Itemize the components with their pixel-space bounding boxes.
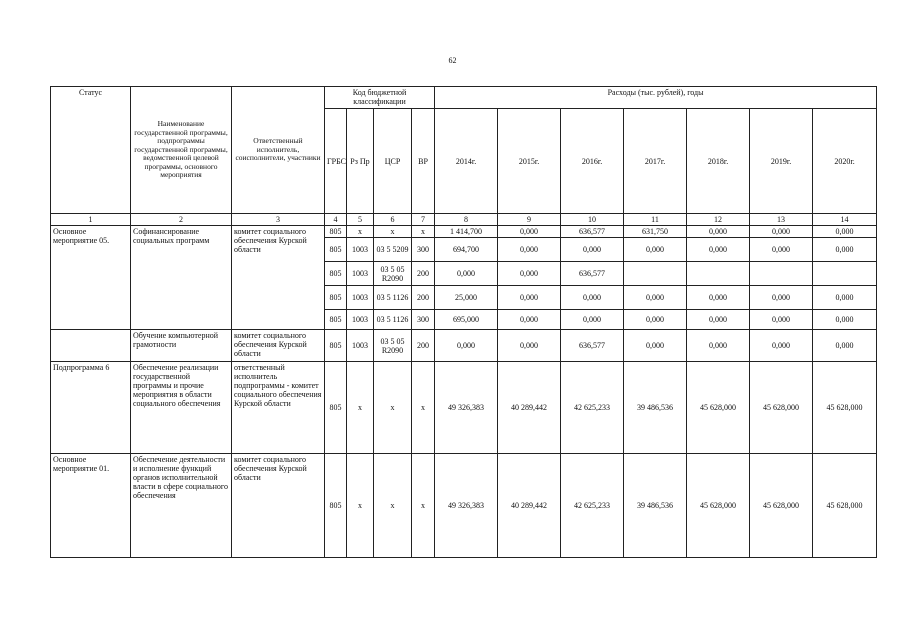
cell-rz: 1003 — [347, 238, 374, 262]
cell-grbs: 805 — [325, 330, 347, 362]
cell-value: 0,000 — [813, 238, 877, 262]
cell-csr: 03 5 1126 — [374, 310, 412, 330]
table-row — [51, 362, 877, 454]
cell-grbs: 805 — [325, 238, 347, 262]
cell-value: 0,000 — [498, 286, 561, 310]
cell-value: 0,000 — [687, 238, 750, 262]
cell-vr: 200 — [412, 330, 435, 362]
cell-value: 0,000 — [687, 330, 750, 362]
cell-grbs: 805 — [325, 454, 347, 558]
column-number: 8 — [435, 214, 498, 226]
cell-rz: 1003 — [347, 286, 374, 310]
row-status: Основное мероприятие 01. — [51, 454, 131, 558]
cell-value: 42 625,233 — [561, 454, 624, 558]
cell-vr: 300 — [412, 238, 435, 262]
cell-value — [750, 262, 813, 286]
cell-vr: 200 — [412, 286, 435, 310]
header-expenses: Расходы (тыс. рублей), годы — [435, 87, 877, 109]
cell-value: 45 628,000 — [687, 454, 750, 558]
column-number: 10 — [561, 214, 624, 226]
table-row — [51, 454, 877, 558]
cell-value: 45 628,000 — [750, 362, 813, 454]
header-code-group: Код бюджетной классификации — [325, 87, 435, 109]
cell-value — [687, 262, 750, 286]
cell-grbs: 805 — [325, 262, 347, 286]
cell-rz: 1003 — [347, 330, 374, 362]
cell-value: 636,577 — [561, 330, 624, 362]
table-row — [51, 226, 877, 238]
cell-value: 0,000 — [624, 330, 687, 362]
cell-value: 49 326,383 — [435, 362, 498, 454]
header-year: 2014г. — [435, 109, 498, 214]
column-number: 13 — [750, 214, 813, 226]
cell-rz: х — [347, 362, 374, 454]
row-name: Обучение компьютерной грамотности — [131, 330, 232, 362]
column-number: 14 — [813, 214, 877, 226]
row-name: Софинансирование социальных программ — [131, 226, 232, 330]
page-number: 62 — [448, 56, 457, 65]
cell-value: 636,577 — [561, 226, 624, 238]
cell-rz: 1003 — [347, 262, 374, 286]
row-status: Подпрограмма 6 — [51, 362, 131, 454]
cell-csr: 03 5 5209 — [374, 238, 412, 262]
cell-value — [624, 262, 687, 286]
cell-value: 695,000 — [435, 310, 498, 330]
header-csr: ЦСР — [374, 109, 412, 214]
cell-value: 45 628,000 — [687, 362, 750, 454]
cell-csr: 03 5 05 R2090 — [374, 330, 412, 362]
header-status: Статус — [51, 87, 131, 214]
cell-value: 0,000 — [435, 330, 498, 362]
header-rz: Рз Пр — [347, 109, 374, 214]
cell-value: 0,000 — [498, 238, 561, 262]
column-number: 7 — [412, 214, 435, 226]
header-year: 2019г. — [750, 109, 813, 214]
cell-value: 45 628,000 — [813, 454, 877, 558]
cell-value: 0,000 — [498, 262, 561, 286]
column-number: 2 — [131, 214, 232, 226]
header-year: 2018г. — [687, 109, 750, 214]
cell-value: 0,000 — [561, 310, 624, 330]
header-grbs: ГРБС — [325, 109, 347, 214]
cell-value: 0,000 — [498, 226, 561, 238]
cell-value: 0,000 — [561, 286, 624, 310]
row-responsible: ответственный исполнитель подпрограммы - комитет социального обеспечения Курской области — [232, 362, 325, 454]
cell-value: 0,000 — [750, 238, 813, 262]
cell-value: 0,000 — [750, 330, 813, 362]
column-numbers-row — [51, 214, 877, 226]
header-vr: ВР — [412, 109, 435, 214]
column-number: 9 — [498, 214, 561, 226]
cell-vr: х — [412, 226, 435, 238]
cell-value: 694,700 — [435, 238, 498, 262]
header-row — [51, 87, 877, 109]
cell-value: 25,000 — [435, 286, 498, 310]
cell-value: 39 486,536 — [624, 362, 687, 454]
header-responsible: Ответственный исполнитель, соисполнители, участники — [232, 87, 325, 214]
cell-vr: х — [412, 362, 435, 454]
cell-value: 49 326,383 — [435, 454, 498, 558]
cell-value: 0,000 — [813, 226, 877, 238]
cell-grbs: 805 — [325, 310, 347, 330]
header-year: 2015г. — [498, 109, 561, 214]
cell-vr: х — [412, 454, 435, 558]
column-number: 1 — [51, 214, 131, 226]
cell-value: 0,000 — [435, 262, 498, 286]
cell-value: 0,000 — [498, 310, 561, 330]
column-number: 5 — [347, 214, 374, 226]
cell-value: 0,000 — [750, 310, 813, 330]
header-year: 2020г. — [813, 109, 877, 214]
cell-value: 40 289,442 — [498, 362, 561, 454]
cell-value: 40 289,442 — [498, 454, 561, 558]
cell-csr: х — [374, 362, 412, 454]
row-status: Основное мероприятие 05. — [51, 226, 131, 330]
row-name: Обеспечение деятельности и исполнение функций органов исполнительной власти в сфере социального обеспечения — [131, 454, 232, 558]
row-responsible: комитет социального обеспечения Курской области — [232, 454, 325, 558]
cell-grbs: 805 — [325, 362, 347, 454]
cell-value: 0,000 — [750, 286, 813, 310]
cell-value: 631,750 — [624, 226, 687, 238]
cell-vr: 300 — [412, 310, 435, 330]
cell-csr: х — [374, 226, 412, 238]
cell-value: 39 486,536 — [624, 454, 687, 558]
cell-value: 1 414,700 — [435, 226, 498, 238]
cell-csr: 03 5 05 R2090 — [374, 262, 412, 286]
cell-csr: 03 5 1126 — [374, 286, 412, 310]
cell-value: 0,000 — [813, 330, 877, 362]
cell-rz: х — [347, 226, 374, 238]
cell-value: 636,577 — [561, 262, 624, 286]
cell-value — [813, 262, 877, 286]
cell-grbs: 805 — [325, 226, 347, 238]
column-number: 6 — [374, 214, 412, 226]
cell-value: 0,000 — [687, 310, 750, 330]
cell-value: 0,000 — [750, 226, 813, 238]
cell-value: 0,000 — [813, 310, 877, 330]
column-number: 3 — [232, 214, 325, 226]
cell-value: 0,000 — [561, 238, 624, 262]
cell-value: 0,000 — [624, 238, 687, 262]
cell-value: 0,000 — [624, 310, 687, 330]
header-year: 2016г. — [561, 109, 624, 214]
cell-rz: 1003 — [347, 310, 374, 330]
cell-vr: 200 — [412, 262, 435, 286]
column-number: 11 — [624, 214, 687, 226]
cell-value: 0,000 — [624, 286, 687, 310]
cell-value: 42 625,233 — [561, 362, 624, 454]
cell-value: 45 628,000 — [813, 362, 877, 454]
cell-value: 45 628,000 — [750, 454, 813, 558]
cell-value: 0,000 — [813, 286, 877, 310]
table-row — [51, 330, 877, 362]
row-responsible: комитет социального обеспечения Курской области — [232, 330, 325, 362]
row-status — [51, 330, 131, 362]
row-name: Обеспечение реализации государственной программы и прочие мероприятия в области социального обеспечения — [131, 362, 232, 454]
header-name: Наименование государственной программы, подпрограммы государственной программы, ведомственной целевой программы, основного мероприятия — [131, 87, 232, 214]
cell-csr: х — [374, 454, 412, 558]
cell-value: 0,000 — [687, 226, 750, 238]
cell-rz: х — [347, 454, 374, 558]
cell-grbs: 805 — [325, 286, 347, 310]
column-number: 12 — [687, 214, 750, 226]
header-year: 2017г. — [624, 109, 687, 214]
cell-value: 0,000 — [498, 330, 561, 362]
row-responsible: комитет социального обеспечения Курской области — [232, 226, 325, 330]
cell-value: 0,000 — [687, 286, 750, 310]
column-number: 4 — [325, 214, 347, 226]
budget-table — [50, 86, 877, 558]
